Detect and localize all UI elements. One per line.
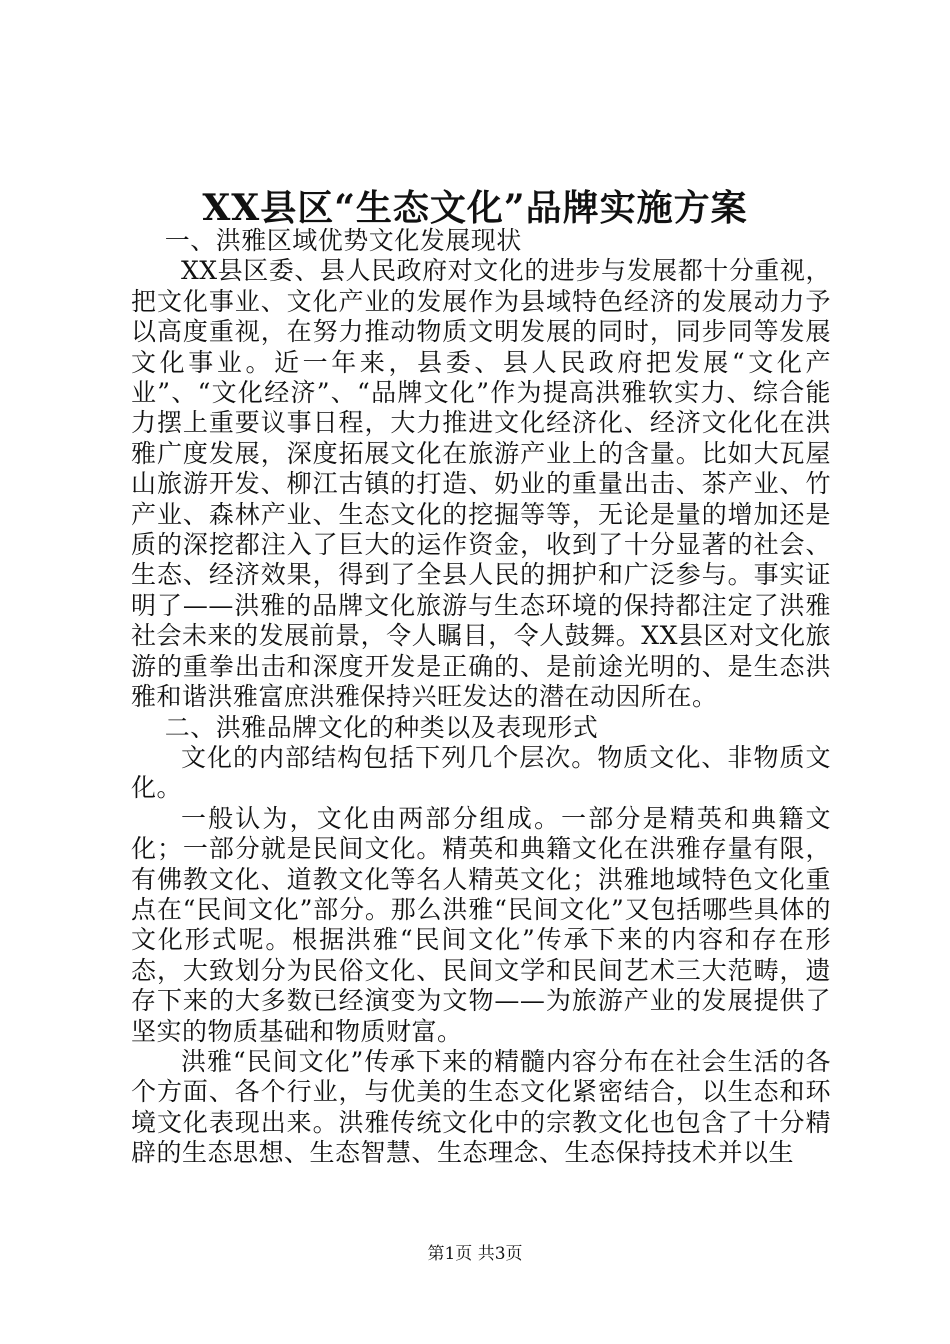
document-body: [131, 226, 831, 1169]
body-paragraph-3: 一般认为，文化由两部分组成。一部分是精英和典籍文化；一部分就是民间文化。精英和典籍文化在洪雅存量有限，有佛教文化、道教文化等名人精英文化；洪雅地域特色文化重点在“民间文化”部分。那么洪雅“民间文化”又包括哪些具体的文化形式呢。根据洪雅“民间文化”传承下来的内容和存在形态，大致划分为民俗文化、民间文学和民间艺术三大范畴，遗存下来的大多数已经演变为文物——为旅游产业的发展提供了坚实的物质基础和物质财富。: [131, 803, 831, 1046]
document-title: XX县区“生态文化”品牌实施方案: [202, 187, 748, 229]
body-paragraph-4: 洪雅“民间文化”传承下来的精髓内容分布在社会生活的各个方面、各个行业，与优美的生态文化紧密结合，以生态和环境文化表现出来。洪雅传统文化中的宗教文化也包含了十分精辟的生态思想、生态智慧、生态理念、生态保持技术并以生: [131, 1046, 831, 1168]
body-paragraph-2: 文化的内部结构包括下列几个层次。物质文化、非物质文化。: [131, 742, 831, 803]
page-number-footer: 第1页 共3页: [427, 1244, 523, 1264]
section-heading-1: 一、洪雅区域优势文化发展现状: [164, 226, 522, 255]
body-paragraph-1: XX县区委、县人民政府对文化的进步与发展都十分重视，把文化事业、文化产业的发展作为县域特色经济的发展动力予以高度重视，在努力推动物质文明发展的同时，同步同等发展文化事业。近一年来，县委、县人民政府把发展“文化产业”、“文化经济”、“品牌文化”作为提高洪雅软实力、综合能力摆上重要议事日程，大力推进文化经济化、经济文化化在洪雅广度发展，深度拓展文化在旅游产业上的含量。比如大瓦屋山旅游开发、柳江古镇的打造、奶业的重量出击、茶产业、竹产业、森林产业、生态文化的挖掘等等，无论是量的增加还是质的深挖都注入了巨大的运作资金，收到了十分显著的社会、生态、经济效果，得到了全县人民的拥护和广泛参与。事实证明了——洪雅的品牌文化旅游与生态环境的保持都注定了洪雅社会未来的发展前景，令人瞩目，令人鼓舞。XX县区对文化旅游的重拳出击和深度开发是正确的、是前途光明的、是生态洪雅和谐洪雅富庶洪雅保持兴旺发达的潜在动因所在。: [131, 256, 831, 712]
section-heading-2: 二、洪雅品牌文化的种类以及表现形式: [164, 712, 599, 742]
